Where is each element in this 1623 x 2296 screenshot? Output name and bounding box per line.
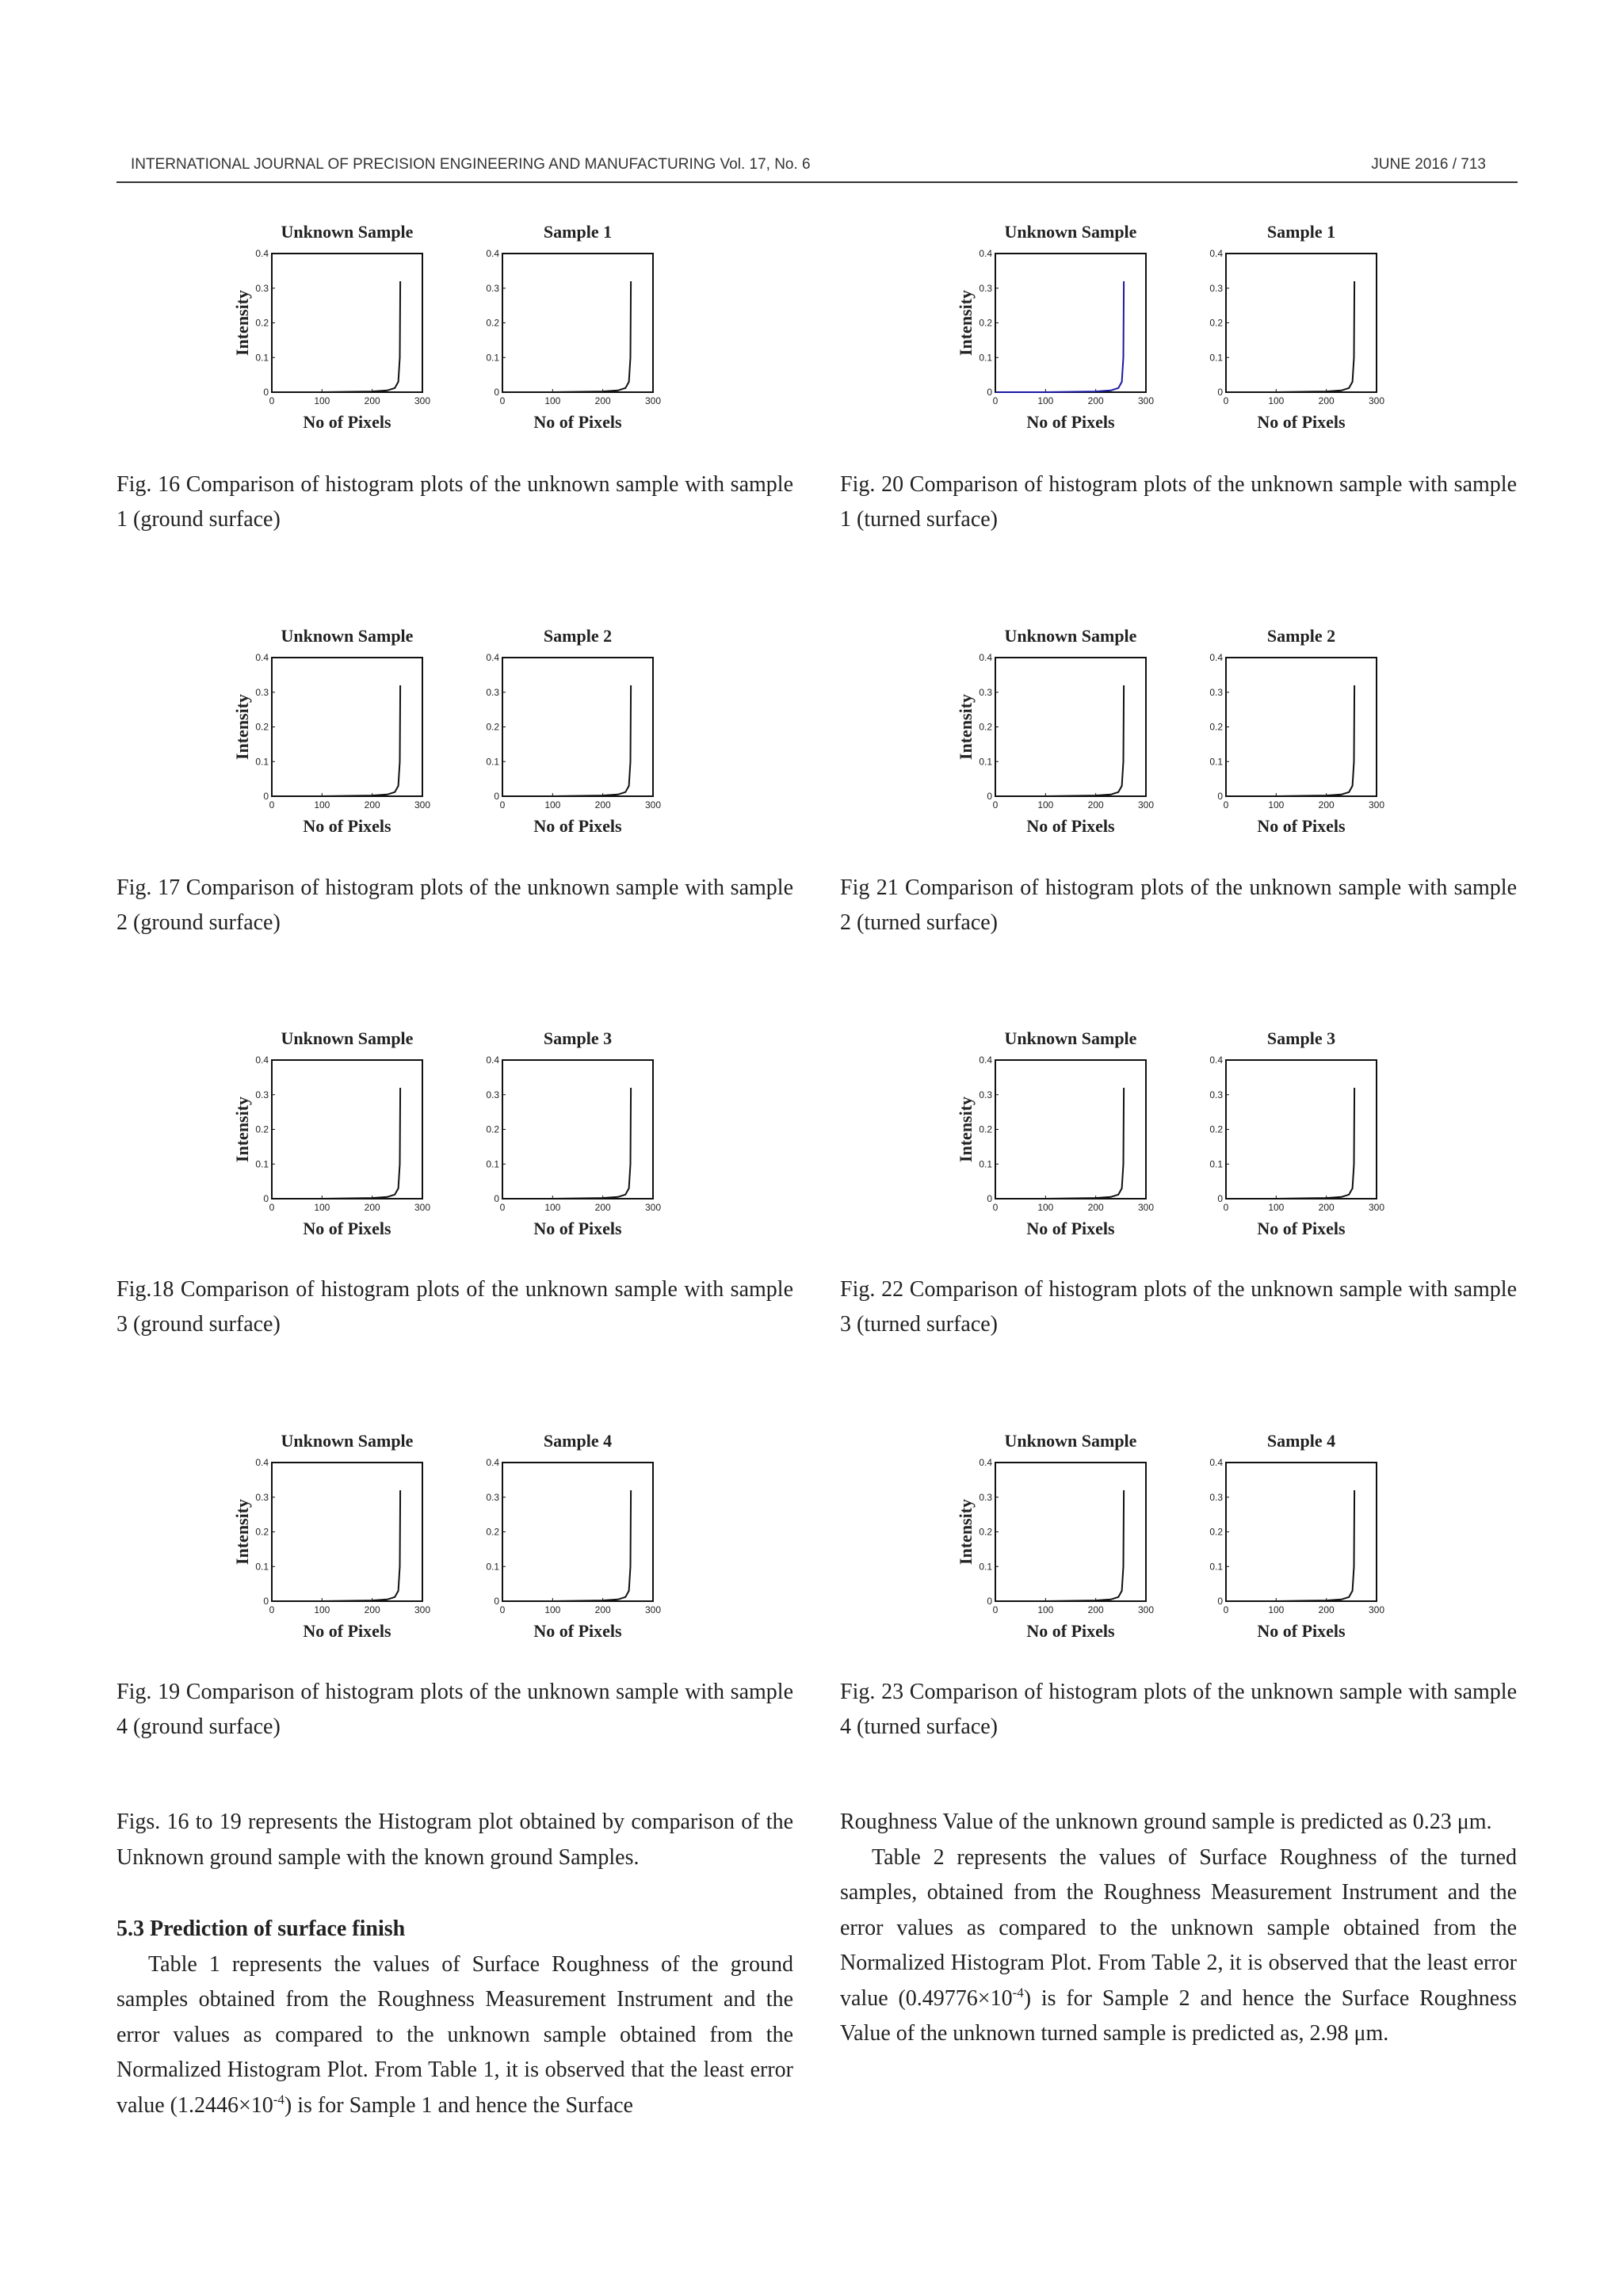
panel-title: Unknown Sample [281,222,414,242]
x-tick-label: 100 [1037,395,1054,406]
caption-fig23: Fig. 23 Comparison of histogram plots of the unknown sample with sample 4 (turned surface) [840,1680,1517,1739]
y-tick-label: 0.2 [486,317,499,329]
histogram-curve [502,1088,631,1199]
y-axis-label: Intensity [956,693,976,761]
panel-known-sample [486,1028,661,1238]
y-tick-label: 0.3 [255,686,269,698]
y-tick-label: 0.1 [486,1561,499,1573]
panel-known-sample [1209,1431,1384,1641]
y-tick-label: 0 [494,387,499,398]
x-tick-label: 200 [1318,799,1335,810]
histogram-curve [995,685,1124,796]
panel-unknown-sample [956,1431,1154,1641]
panel-unknown-sample [232,1431,430,1641]
y-tick-label: 0.4 [486,1055,499,1066]
histogram-curve [1226,685,1354,796]
histogram-curve [1226,1490,1354,1601]
x-tick-label: 100 [1037,1202,1054,1213]
figure-fig17 [116,618,793,848]
section-heading: 5.3 Prediction of surface finish [116,1917,406,1941]
histogram-curve [502,281,631,392]
y-tick-label: 0.3 [1209,1491,1223,1503]
x-axis-label: No of Pixels [533,1621,622,1641]
x-tick-label: 200 [594,799,611,810]
y-tick-label: 0.1 [1209,352,1223,364]
panel-title: Unknown Sample [281,1028,414,1048]
y-tick-label: 0.1 [979,756,992,768]
x-axis-label: No of Pixels [533,1219,622,1238]
panel-unknown-sample [232,1028,430,1238]
y-tick-label: 0.3 [486,282,499,294]
y-tick-label: 0 [494,1193,499,1204]
y-tick-label: 0.4 [255,248,269,259]
y-axis-label: Intensity [232,693,252,761]
caption-fig21: Fig 21 Comparison of histogram plots of the unknown sample with sample 2 (turned surface) [840,875,1517,935]
panel-known-sample [1209,222,1384,432]
y-tick-label: 0.2 [255,1526,269,1538]
y-tick-label: 0.3 [1209,1089,1223,1100]
histogram-curve [995,281,1124,392]
histogram-curve [995,1490,1124,1601]
x-tick-label: 200 [1087,1604,1104,1615]
y-tick-label: 0.3 [979,686,992,698]
x-tick-label: 0 [992,1202,999,1213]
y-tick-label: 0.3 [486,1491,499,1503]
x-tick-label: 300 [414,1202,431,1213]
y-tick-label: 0.2 [979,317,992,329]
panel-known-sample [1209,626,1384,836]
y-tick-label: 0.2 [979,1526,992,1538]
x-tick-label: 100 [544,799,561,810]
y-tick-label: 0.4 [1209,652,1223,663]
y-tick-label: 0.4 [486,248,499,259]
x-tick-label: 0 [992,799,999,810]
y-tick-label: 0.4 [1209,248,1223,259]
panel-unknown-sample [232,626,430,836]
y-tick-label: 0 [263,1193,269,1204]
x-tick-label: 200 [1087,395,1104,406]
caption-fig22: Fig. 22 Comparison of histogram plots of the unknown sample with sample 3 (turned surface) [840,1277,1517,1337]
y-tick-label: 0.4 [979,1457,992,1468]
page-number: JUNE 2016 / 713 [1371,156,1486,173]
figure-svg [840,618,1517,848]
y-tick-label: 0.3 [979,1491,992,1503]
header-rule [116,181,1518,183]
x-tick-label: 100 [1268,395,1285,406]
y-axis-label: Intensity [956,289,976,357]
y-tick-label: 0.2 [486,1526,499,1538]
x-tick-label: 200 [1087,1202,1104,1213]
caption-fig20: Fig. 20 Comparison of histogram plots of the unknown sample with sample 1 (turned surface) [840,472,1517,532]
y-tick-label: 0.4 [255,1457,269,1468]
figure-svg [116,1020,793,1250]
y-tick-label: 0 [987,1596,992,1607]
body-left-column [116,1805,793,2123]
figure-fig21 [840,618,1517,848]
x-tick-label: 300 [414,799,431,810]
panel-title: Sample 1 [543,222,613,242]
x-tick-label: 200 [1318,395,1335,406]
x-tick-label: 300 [644,1604,662,1615]
y-tick-label: 0.2 [1209,721,1223,733]
y-tick-label: 0.4 [1209,1457,1223,1468]
x-tick-label: 0 [992,395,999,406]
panel-known-sample [486,626,661,836]
x-axis-label: No of Pixels [303,1219,391,1238]
x-tick-label: 200 [364,799,380,810]
panel-title: Sample 4 [543,1431,613,1451]
figure-svg [116,1423,793,1653]
y-tick-label: 0.3 [255,282,269,294]
y-tick-label: 0.4 [979,248,992,259]
y-tick-label: 0.1 [486,352,499,364]
x-tick-label: 100 [314,1202,330,1213]
panel-title: Sample 4 [1266,1431,1336,1451]
figure-svg [840,1020,1517,1250]
histogram-curve [272,281,400,392]
x-tick-label: 100 [544,1202,561,1213]
y-tick-label: 0 [494,791,499,802]
panel-title: Unknown Sample [1004,1431,1137,1451]
x-tick-label: 100 [314,1604,330,1615]
x-tick-label: 0 [1223,1604,1229,1615]
caption-fig16: Fig. 16 Comparison of histogram plots of the unknown sample with sample 1 (ground surface) [116,472,793,532]
x-tick-label: 200 [364,1202,380,1213]
figure-svg [840,214,1517,444]
y-tick-label: 0.1 [486,756,499,768]
y-tick-label: 0 [494,1596,499,1607]
y-tick-label: 0.1 [979,352,992,364]
y-tick-label: 0.2 [486,721,499,733]
y-tick-label: 0.4 [486,1457,499,1468]
figure-fig19 [116,1423,793,1653]
panel-unknown-sample [956,626,1154,836]
panel-title: Unknown Sample [1004,1028,1137,1048]
x-tick-label: 0 [269,1202,275,1213]
y-tick-label: 0.3 [979,1089,992,1100]
x-tick-label: 200 [1318,1202,1335,1213]
figure-svg [116,214,793,444]
y-tick-label: 0.3 [1209,686,1223,698]
x-tick-label: 100 [1268,1604,1285,1615]
y-tick-label: 0.4 [255,652,269,663]
y-tick-label: 0.2 [1209,1526,1223,1538]
y-tick-label: 0.3 [979,282,992,294]
x-tick-label: 100 [1268,1202,1285,1213]
histogram-curve [502,685,631,796]
x-tick-label: 100 [314,799,330,810]
y-tick-label: 0 [1217,1193,1223,1204]
y-axis-label: Intensity [232,1498,252,1566]
histogram-curve [272,1088,400,1199]
body-paragraph: Table 1 represents the values of Surface Roughness of the ground samples obtained from the Roughness Measurement Instrument and the error values as compared to the unknown sample obtained from the Normalized Histogram Plot. From Table 1, it is observed that the least error value $(1.2446\times 10^{-4})$ is for Sample 1 and hence the Surface [116,1951,793,2118]
y-tick-label: 0.1 [979,1158,992,1170]
x-tick-label: 300 [414,1604,431,1615]
y-tick-label: 0.1 [255,756,269,768]
y-tick-label: 0 [263,1596,269,1607]
x-tick-label: 300 [1368,1604,1385,1615]
panel-title: Sample 1 [1266,222,1336,242]
panel-title: Sample 2 [1266,626,1336,646]
y-tick-label: 0 [1217,791,1223,802]
x-tick-label: 100 [1037,1604,1054,1615]
y-tick-label: 0.2 [255,721,269,733]
body-paragraph: Roughness Value of the unknown ground sample is predicted as 0.23 μm. [840,1810,1492,1834]
y-tick-label: 0 [1217,1596,1223,1607]
x-tick-label: 300 [1137,395,1155,406]
panel-title: Sample 3 [1266,1028,1336,1048]
y-tick-label: 0 [263,791,269,802]
panel-unknown-sample [956,1028,1154,1238]
figure-fig22 [840,1020,1517,1250]
panel-unknown-sample [232,222,430,432]
y-tick-label: 0.2 [255,317,269,329]
figure-svg [840,1423,1517,1653]
x-axis-label: No of Pixels [533,816,622,836]
x-tick-label: 200 [594,395,611,406]
panel-title: Sample 2 [543,626,613,646]
x-tick-label: 100 [1037,799,1054,810]
histogram-curve [272,1490,400,1601]
y-tick-label: 0.1 [255,352,269,364]
y-tick-label: 0.3 [1209,282,1223,294]
x-tick-label: 0 [499,1604,506,1615]
y-tick-label: 0 [987,387,992,398]
x-tick-label: 300 [1368,799,1385,810]
x-axis-label: No of Pixels [1257,1621,1346,1641]
y-tick-label: 0.1 [1209,756,1223,768]
x-tick-label: 300 [1137,1604,1155,1615]
x-tick-label: 100 [1268,799,1285,810]
x-tick-label: 300 [644,799,662,810]
figure-fig16 [116,214,793,444]
y-tick-label: 0.3 [486,686,499,698]
x-axis-label: No of Pixels [533,412,622,432]
histogram-curve [1226,1088,1354,1199]
histogram-curve [502,1490,631,1601]
x-axis-label: No of Pixels [1257,412,1346,432]
y-tick-label: 0.2 [255,1123,269,1135]
panel-title: Unknown Sample [1004,626,1137,646]
y-tick-label: 0.1 [979,1561,992,1573]
x-tick-label: 300 [1137,799,1155,810]
x-tick-label: 0 [1223,395,1229,406]
y-tick-label: 0.1 [255,1158,269,1170]
panel-title: Sample 3 [543,1028,613,1048]
x-axis-label: No of Pixels [1026,816,1115,836]
panel-unknown-sample [956,222,1154,432]
x-tick-label: 0 [499,799,506,810]
body-right-column [840,1805,1517,2052]
y-tick-label: 0.4 [979,1055,992,1066]
y-axis-label: Intensity [956,1498,976,1566]
x-tick-label: 300 [1137,1202,1155,1213]
y-tick-label: 0.1 [1209,1158,1223,1170]
histogram-curve [995,1088,1124,1199]
x-axis-label: No of Pixels [303,816,391,836]
y-tick-label: 0.3 [486,1089,499,1100]
y-tick-label: 0.4 [255,1055,269,1066]
x-tick-label: 100 [544,395,561,406]
y-tick-label: 0.2 [979,721,992,733]
x-tick-label: 0 [269,1604,275,1615]
x-tick-label: 200 [1087,799,1104,810]
x-axis-label: No of Pixels [1026,412,1115,432]
x-axis-label: No of Pixels [1257,816,1346,836]
caption-fig18: Fig.18 Comparison of histogram plots of the unknown sample with sample 3 (ground surface) [116,1277,793,1337]
caption-fig19: Fig. 19 Comparison of histogram plots of the unknown sample with sample 4 (ground surface) [116,1680,793,1739]
x-axis-label: No of Pixels [1257,1219,1346,1238]
panel-known-sample [1209,1028,1384,1238]
x-tick-label: 0 [499,1202,506,1213]
y-tick-label: 0.4 [979,652,992,663]
x-tick-label: 0 [992,1604,999,1615]
y-tick-label: 0.4 [1209,1055,1223,1066]
y-axis-label: Intensity [232,1096,252,1163]
x-axis-label: No of Pixels [303,412,391,432]
y-tick-label: 0.1 [255,1561,269,1573]
x-axis-label: No of Pixels [1026,1621,1115,1641]
y-tick-label: 0.1 [486,1158,499,1170]
x-tick-label: 300 [644,395,662,406]
y-tick-label: 0.2 [1209,317,1223,329]
figure-svg [116,618,793,848]
x-tick-label: 200 [364,395,380,406]
x-tick-label: 300 [414,395,431,406]
panel-known-sample [486,1431,661,1641]
panel-title: Unknown Sample [281,1431,414,1451]
y-axis-label: Intensity [232,289,252,357]
y-tick-label: 0.1 [1209,1561,1223,1573]
x-tick-label: 300 [644,1202,662,1213]
x-axis-label: No of Pixels [303,1621,391,1641]
caption-fig17: Fig. 17 Comparison of histogram plots of the unknown sample with sample 2 (ground surface) [116,875,793,935]
x-tick-label: 200 [1318,1604,1335,1615]
y-tick-label: 0 [1217,387,1223,398]
y-tick-label: 0.2 [486,1123,499,1135]
figure-fig20 [840,214,1517,444]
x-tick-label: 100 [314,395,330,406]
y-tick-label: 0 [987,791,992,802]
x-tick-label: 200 [364,1604,380,1615]
y-axis-label: Intensity [956,1096,976,1163]
y-tick-label: 0.3 [255,1491,269,1503]
x-tick-label: 0 [269,395,275,406]
panel-known-sample [486,222,661,432]
x-tick-label: 100 [544,1604,561,1615]
x-tick-label: 200 [594,1604,611,1615]
y-tick-label: 0.2 [979,1123,992,1135]
x-tick-label: 0 [1223,1202,1229,1213]
y-tick-label: 0.4 [486,652,499,663]
panel-title: Unknown Sample [281,626,414,646]
x-tick-label: 0 [269,799,275,810]
y-tick-label: 0.3 [255,1089,269,1100]
body-paragraph: Figs. 16 to 19 represents the Histogram plot obtained by comparison of the Unknown ground sample with the known ground Samples. [116,1810,793,1870]
journal-title: INTERNATIONAL JOURNAL OF PRECISION ENGINEERING AND MANUFACTURING Vol. 17, No. 6 [131,156,811,173]
x-tick-label: 0 [1223,799,1229,810]
x-tick-label: 300 [1368,395,1385,406]
y-tick-label: 0 [987,1193,992,1204]
y-tick-label: 0.2 [1209,1123,1223,1135]
y-tick-label: 0 [263,387,269,398]
x-axis-label: No of Pixels [1026,1219,1115,1238]
x-tick-label: 300 [1368,1202,1385,1213]
histogram-curve [1226,281,1354,392]
x-tick-label: 0 [499,395,506,406]
figure-fig18 [116,1020,793,1250]
figure-fig23 [840,1423,1517,1653]
panel-title: Unknown Sample [1004,222,1137,242]
body-paragraph: Table 2 represents the values of Surface Roughness of the turned samples, obtained from the Roughness Measurement Instrument and the error values as compared to the unknown sample obtained from the Normalized Histogram Plot. From Table 2, it is observed that the least error value $(0.49776\times 10^{-4})$ is for Sample 2 and hence the Surface Roughness Value of the unknown turned sample is predicted as, 2.98 μm. [840,1844,1517,2046]
x-tick-label: 200 [594,1202,611,1213]
histogram-curve [272,685,400,796]
running-header [116,156,1518,181]
